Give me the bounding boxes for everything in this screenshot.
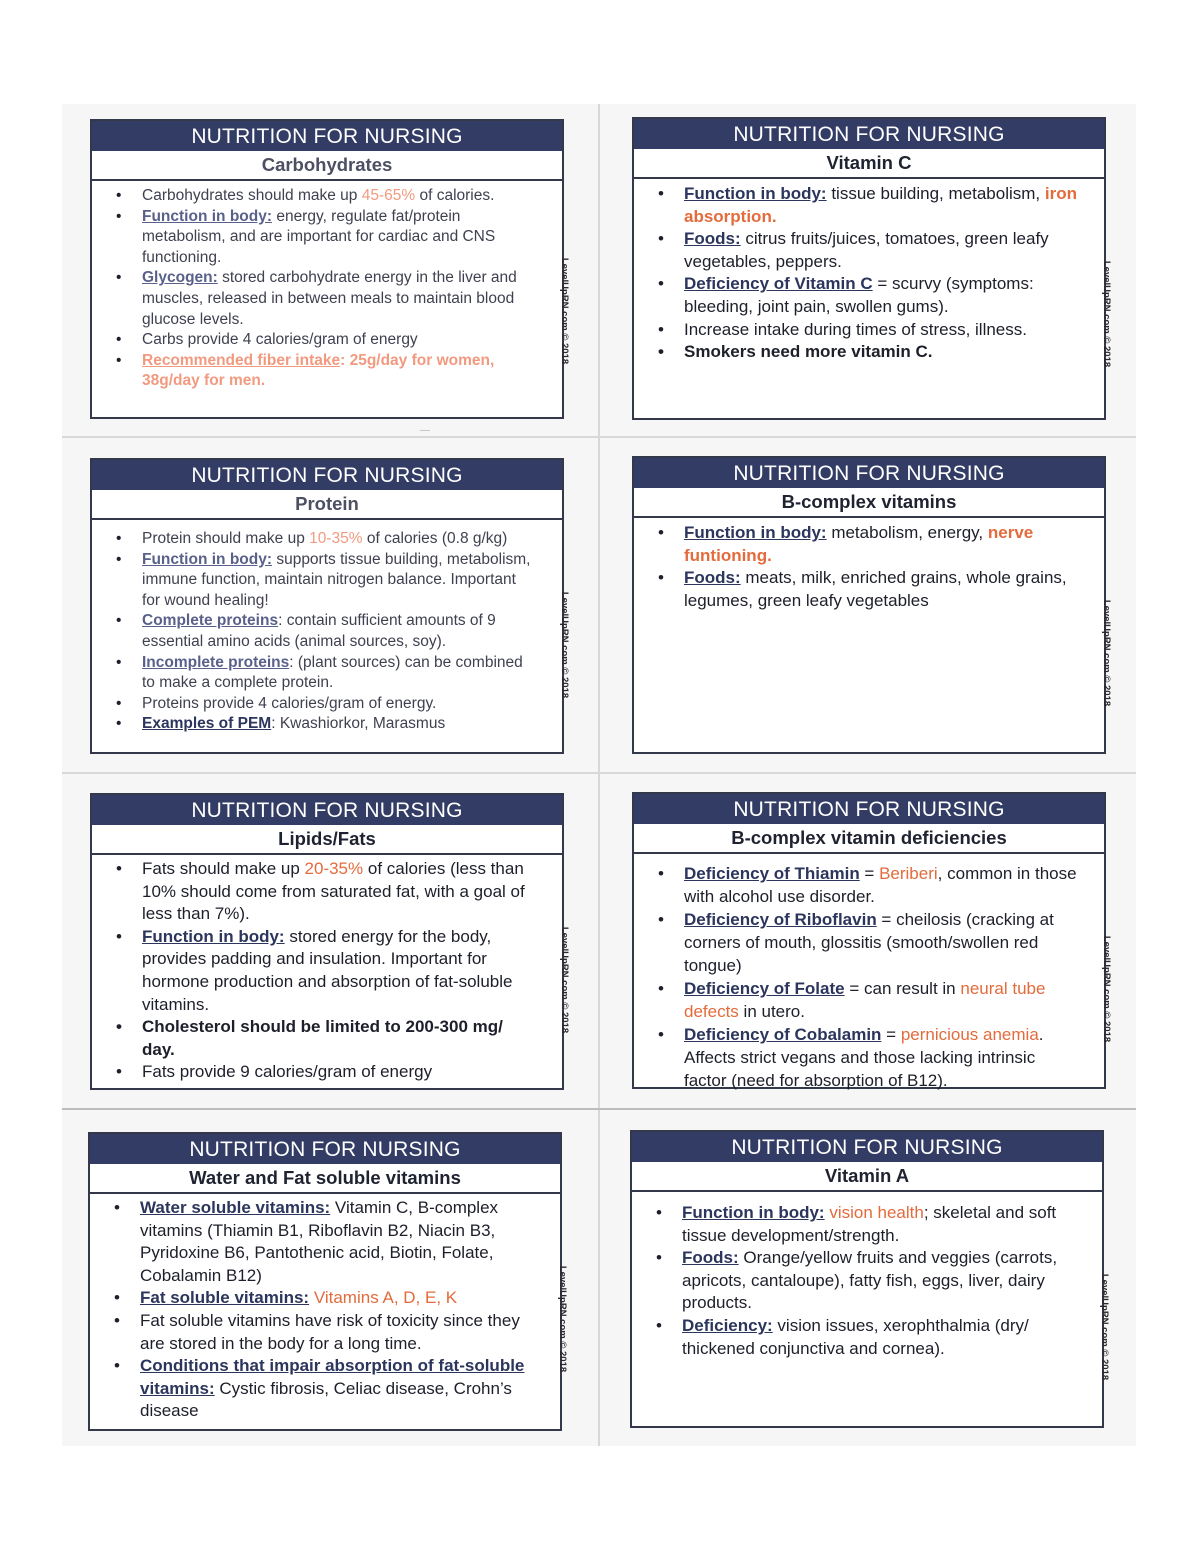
list-item: • Carbs provide 4 calories/gram of energy bbox=[142, 330, 536, 351]
card-header: NUTRITION FOR NURSING bbox=[634, 119, 1104, 149]
card-header: NUTRITION FOR NURSING bbox=[92, 121, 562, 151]
card-subtitle: B-complex vitamins bbox=[634, 488, 1104, 518]
list-item: • Deficiency of Thiamin = Beriberi, common in those with alcohol use disorder. bbox=[684, 862, 1078, 908]
list-item: • Water soluble vitamins: Vitamin C, B-complex vitamins (Thiamin B1, Riboflavin B2, Niacin B3, Pyridoxine B6, Pantothenic acid, Biotin, Folate, Cobalamin B12) bbox=[140, 1197, 534, 1287]
list-item: • Function in body: stored energy for the body, provides padding and insulation. Important for hormone production and absorption of fat-soluble vitamins. bbox=[142, 926, 536, 1016]
watermark: LevelUpRN.com © 2018 bbox=[558, 591, 570, 699]
cut-line-3 bbox=[62, 1108, 1136, 1110]
card-header: NUTRITION FOR NURSING bbox=[634, 458, 1104, 488]
list-item: • Fat soluble vitamins have risk of toxicity since they are stored in the body for a long time. bbox=[140, 1310, 534, 1355]
list-item: • Deficiency of Cobalamin = pernicious anemia. Affects strict vegans and those lacking intrinsic factor (need for absorption of B12). bbox=[684, 1023, 1078, 1092]
list-item: • Fat soluble vitamins: Vitamins A, D, E, K bbox=[140, 1287, 534, 1310]
list-item: • Function in body: metabolism, energy, nerve funtioning. bbox=[684, 522, 1078, 567]
card-body bbox=[632, 1192, 1102, 1360]
card-vitamin-c bbox=[632, 117, 1112, 420]
card-body bbox=[634, 518, 1104, 612]
list-item: • Foods: Orange/yellow fruits and veggies (carrots, apricots, cantaloupe), fatty fish, eggs, liver, dairy products. bbox=[682, 1247, 1076, 1315]
list-item: • Proteins provide 4 calories/gram of energy. bbox=[142, 694, 536, 715]
list-item: • Function in body: vision health; skeletal and soft tissue development/strength. bbox=[682, 1202, 1076, 1247]
card-header: NUTRITION FOR NURSING bbox=[92, 795, 562, 825]
list-item: • Function in body: energy, regulate fat/protein metabolism, and are important for cardiac and CNS functioning. bbox=[142, 207, 536, 269]
card-header: NUTRITION FOR NURSING bbox=[634, 794, 1104, 824]
list-item: • Complete proteins: contain sufficient amounts of 9 essential amino acids (animal sources, soy). bbox=[142, 611, 536, 652]
watermark: LevelUpRN.com © 2018 bbox=[1100, 260, 1112, 368]
list-item: • Function in body: tissue building, metabolism, iron absorption. bbox=[684, 183, 1078, 228]
list-item: • Foods: citrus fruits/juices, tomatoes, green leafy vegetables, peppers. bbox=[684, 228, 1078, 273]
card-subtitle: Protein bbox=[92, 490, 562, 520]
card-body bbox=[634, 179, 1104, 364]
list-item: • Glycogen: stored carbohydrate energy in the liver and muscles, released in between meals to maintain blood glucose levels. bbox=[142, 268, 536, 330]
card-subtitle: Vitamin A bbox=[632, 1162, 1102, 1192]
cut-line-vertical bbox=[598, 104, 600, 1446]
watermark: LevelUpRN.com © 2018 bbox=[558, 926, 570, 1034]
card-subtitle: Lipids/Fats bbox=[92, 825, 562, 855]
card-body bbox=[90, 1194, 560, 1423]
cut-line-1 bbox=[62, 436, 1136, 438]
card-b-complex bbox=[632, 456, 1112, 754]
watermark: LevelUpRN.com © 2018 bbox=[1098, 1273, 1110, 1381]
list-item: • Protein should make up 10-35% of calories (0.8 g/kg) bbox=[142, 529, 536, 550]
list-item: • Examples of PEM: Kwashiorkor, Marasmus bbox=[142, 714, 536, 735]
watermark: LevelUpRN.com © 2018 bbox=[556, 1265, 568, 1373]
watermark: LevelUpRN.com © 2018 bbox=[1100, 599, 1112, 707]
card-subtitle: B-complex vitamin deficiencies bbox=[634, 824, 1104, 854]
card-body bbox=[92, 181, 562, 392]
list-item: • Deficiency of Folate = can result in neural tube defects in utero. bbox=[684, 977, 1078, 1023]
card-subtitle: Carbohydrates bbox=[92, 151, 562, 181]
card-lipids bbox=[90, 793, 570, 1090]
card-body bbox=[634, 854, 1104, 1092]
card-header: NUTRITION FOR NURSING bbox=[92, 460, 562, 490]
list-item: • Fats should make up 20-35% of calories (less than 10% should come from saturated fat, with a goal of less than 7%). bbox=[142, 858, 536, 926]
list-item: • Foods: meats, milk, enriched grains, whole grains, legumes, green leafy vegetables bbox=[684, 567, 1078, 612]
card-water-fat-soluble bbox=[88, 1132, 568, 1431]
card-body bbox=[92, 520, 562, 735]
list-item: • Recommended fiber intake: 25g/day for women, 38g/day for men. bbox=[142, 351, 536, 392]
list-item: • Deficiency of Vitamin C = scurvy (symptoms: bleeding, joint pain, swollen gums). bbox=[684, 273, 1078, 318]
list-item: • Deficiency: vision issues, xerophthalmia (dry/ thickened conjunctiva and cornea). bbox=[682, 1315, 1076, 1360]
card-b-complex-deficiencies bbox=[632, 792, 1112, 1090]
card-header: NUTRITION FOR NURSING bbox=[632, 1132, 1102, 1162]
card-subtitle: Water and Fat soluble vitamins bbox=[90, 1164, 560, 1194]
list-item: • Increase intake during times of stress, illness. bbox=[684, 319, 1078, 342]
card-header: NUTRITION FOR NURSING bbox=[90, 1134, 560, 1164]
list-item: • Function in body: supports tissue building, metabolism, immune function, maintain nitrogen balance. Important for wound healing! bbox=[142, 550, 536, 612]
list-item: • Incomplete proteins: (plant sources) can be combined to make a complete protein. bbox=[142, 653, 536, 694]
cut-line-2 bbox=[62, 772, 1136, 774]
scan-mark bbox=[420, 430, 430, 431]
list-item: • Carbohydrates should make up 45-65% of calories. bbox=[142, 186, 536, 207]
watermark: LevelUpRN.com © 2018 bbox=[1100, 935, 1112, 1043]
list-item: • Deficiency of Riboflavin = cheilosis (cracking at corners of mouth, glossitis (smooth/swollen red tongue) bbox=[684, 908, 1078, 977]
list-item: • Cholesterol should be limited to 200-300 mg/ day. bbox=[142, 1016, 536, 1061]
card-subtitle: Vitamin C bbox=[634, 149, 1104, 179]
card-protein bbox=[90, 458, 570, 754]
card-vitamin-a bbox=[630, 1130, 1110, 1428]
list-item: • Smokers need more vitamin C. bbox=[684, 341, 1078, 364]
card-body bbox=[92, 855, 562, 1084]
list-item: • Fats provide 9 calories/gram of energy bbox=[142, 1061, 536, 1084]
card-carbohydrates bbox=[90, 119, 570, 419]
list-item: • Conditions that impair absorption of fat-soluble vitamins: Cystic fibrosis, Celiac disease, Crohn’s disease bbox=[140, 1355, 534, 1423]
watermark: LevelUpRN.com © 2018 bbox=[558, 257, 570, 365]
